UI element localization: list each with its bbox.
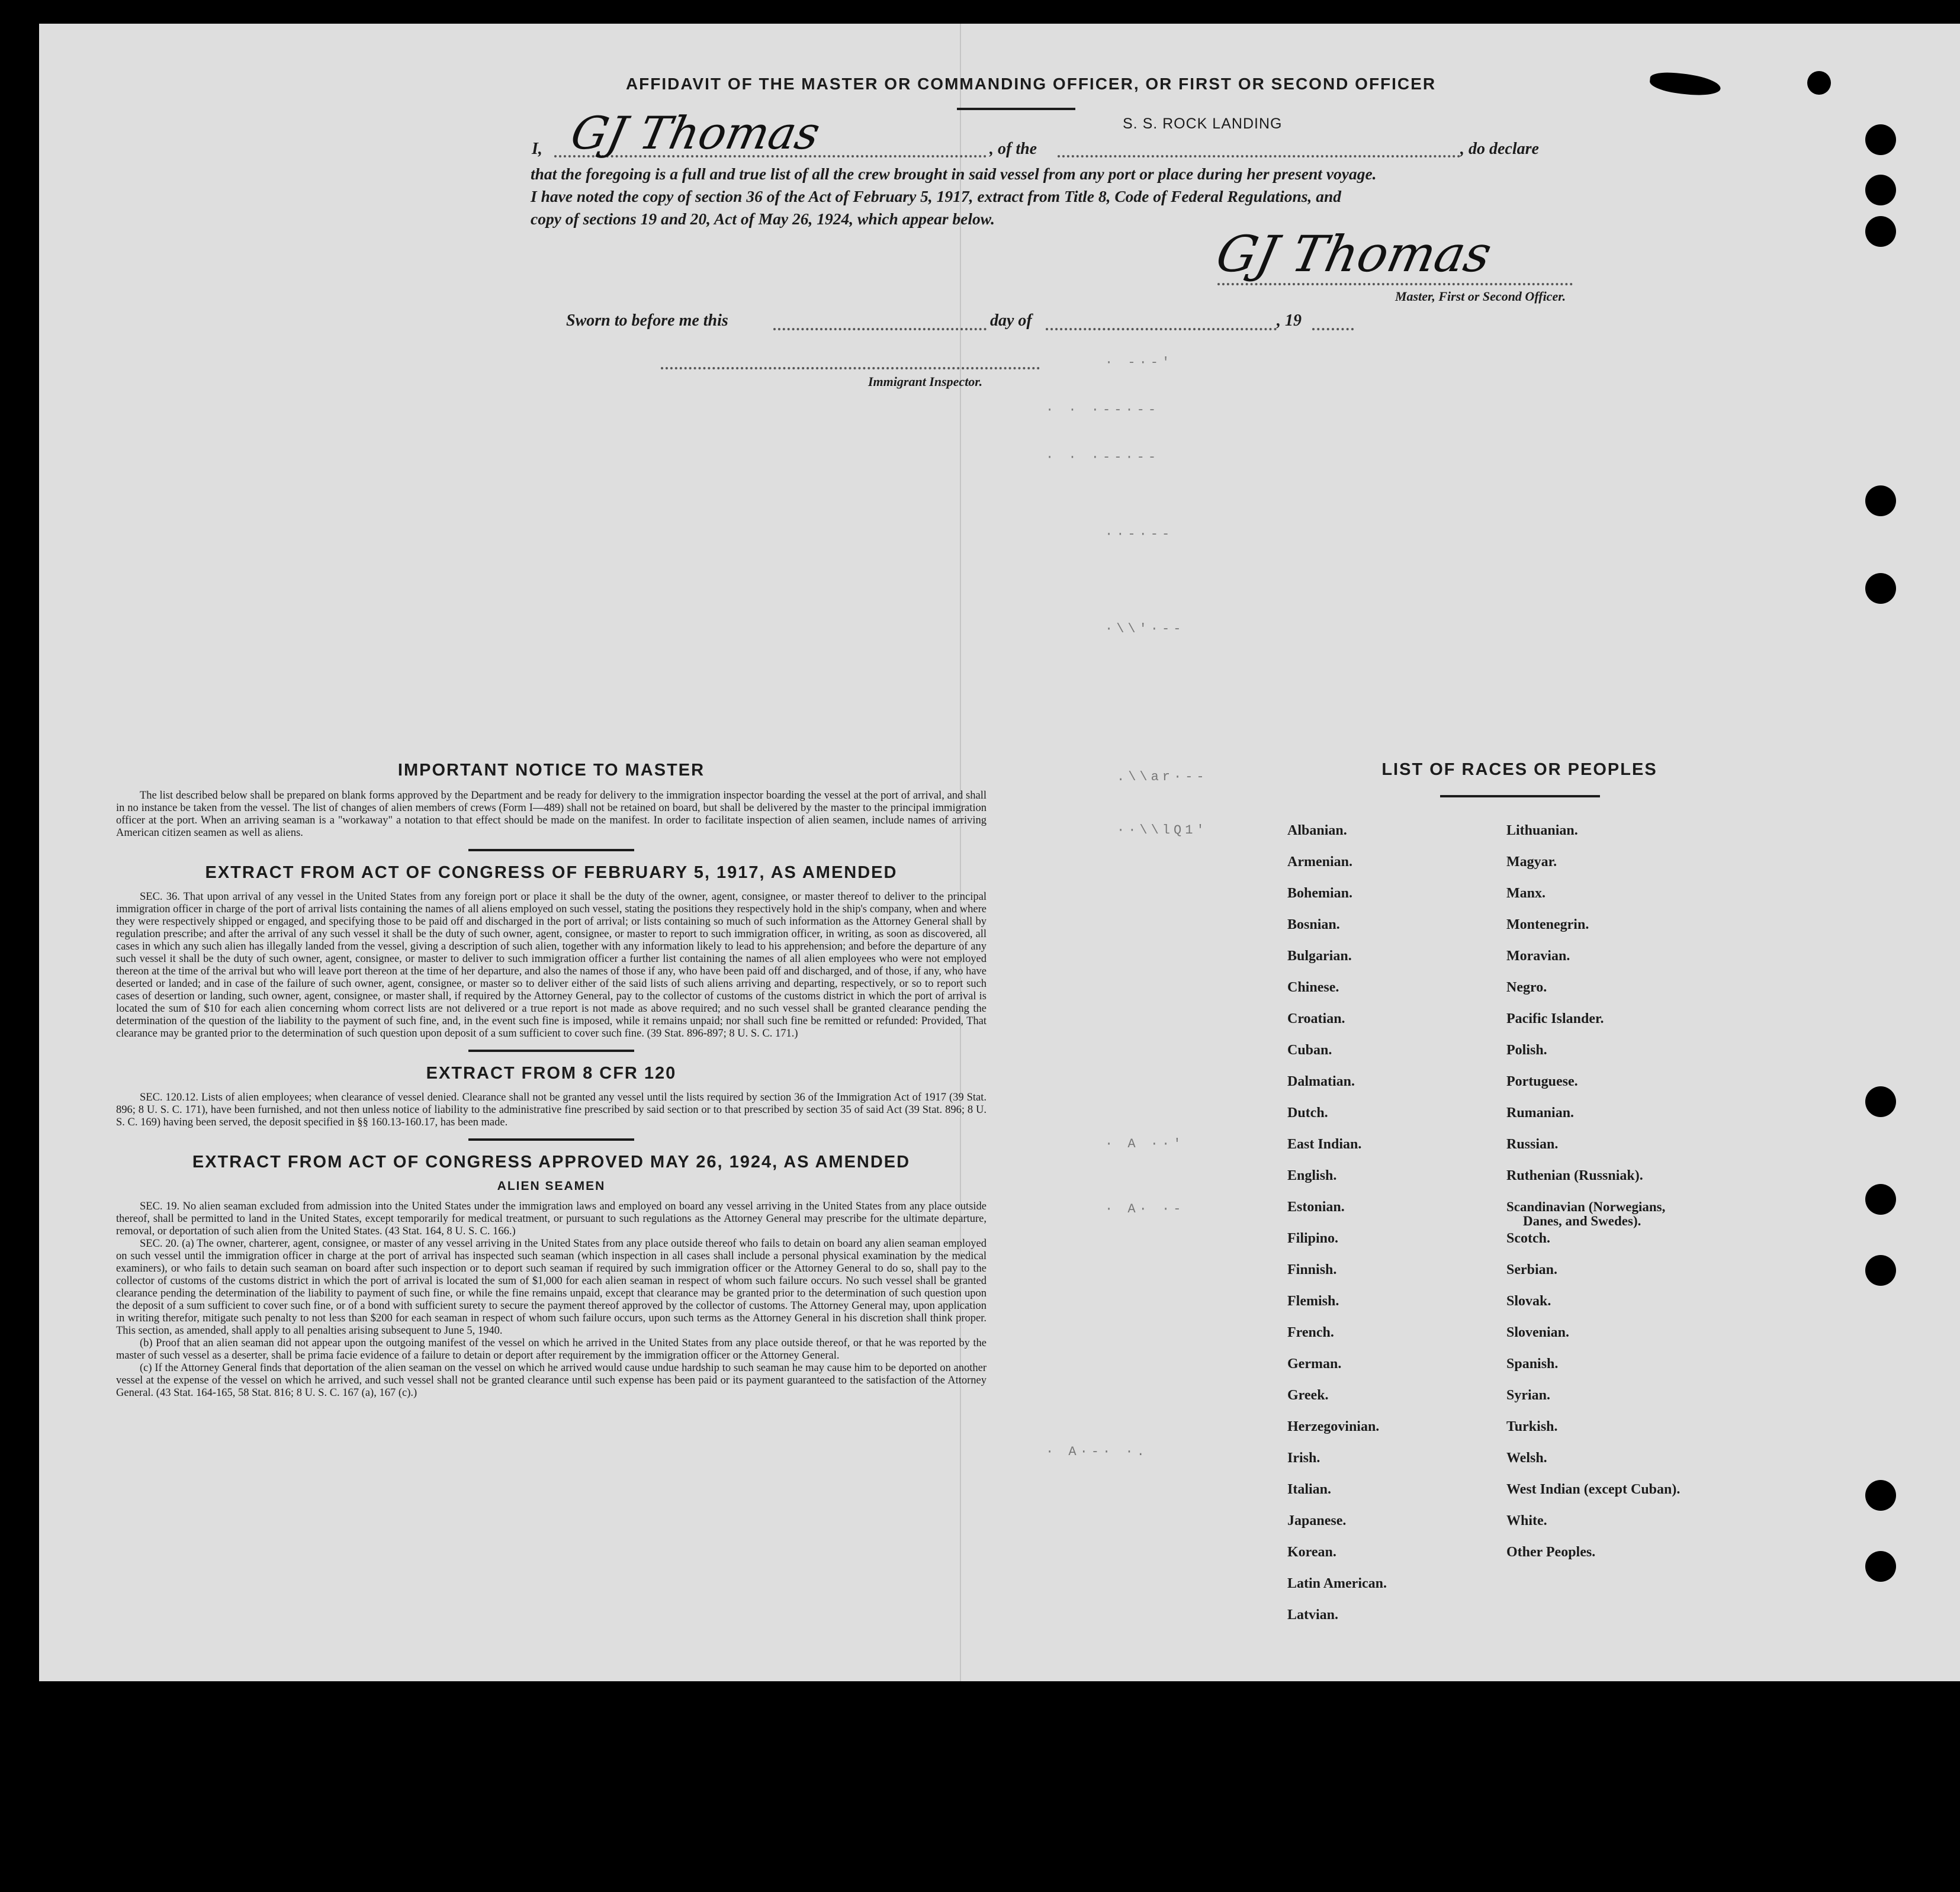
race-item: Turkish. <box>1506 1419 1558 1434</box>
affidavit-title: AFFIDAVIT OF THE MASTER OR COMMANDING OFFICER, OR FIRST OR SECOND OFFICER <box>625 75 1437 93</box>
race-item: Bosnian. <box>1287 917 1340 932</box>
affidavit-line-1: that the foregoing is a full and true list of all the crew brought in said vessel from any port or place during her present voyage. <box>531 165 1377 183</box>
binder-hole <box>1865 1551 1896 1582</box>
affidavit-line-3: copy of sections 19 and 20, Act of May 26, 1924, which appear below. <box>531 210 995 228</box>
race-item: Armenian. <box>1287 854 1352 870</box>
section-divider <box>468 849 634 851</box>
title-underline <box>957 108 1075 110</box>
race-item: Greek. <box>1287 1388 1329 1403</box>
race-item: Albanian. <box>1287 823 1347 838</box>
sec-20a-text: SEC. 20. (a) The owner, charterer, agent, consignee, or master of any vessel arriving in the United States from any place outside thereof who fails to detain on board any alien seaman employed on such vessel until the immigration officer in charge at the port of arrival has inspected such seaman (which inspection in all cases shall include a personal physical examination by the medical examiners), or who fails to detain such seaman on board after such inspection or to deport such seaman if required by such immigration officer or the Attorney General to do so, shall pay to the collector of customs of the customs district in which the port of arrival is located the sum of $1,000 for each alien seaman in respect of whom such failure occurs. No such vessel shall be granted clearance pending the determination of the liability to payment of such fine, or while the fine remains unpaid, except that clearance may be granted prior to the determination of such question upon the deposit of a sum sufficient to cover such fine, or of a bond with sufficient surety to secure the payment thereof approved by the collector of customs. The Attorney General may, upon application in writing therefor, mitigate such penalty to not less than $200 for each seaman in respect of whom such failure occurs, upon such terms as the Attorney General in his discretion shall think proper. This section, as amended, shall apply to all penalties arising subsequent to June 5, 1940. <box>116 1238 987 1337</box>
race-item: Moravian. <box>1506 948 1570 964</box>
race-item: Danes, and Swedes). <box>1523 1214 1641 1228</box>
extract-8cfr-text: SEC. 120.12. Lists of alien employees; when clearance of vessel denied. Clearance shall not be granted any vessel until the lists required by section 36 of the Immigration Act of 1917 (39 Stat. 896; 8 U. S. C. 171), have been furnished, and not then unless notice of liability to the administrative fine prescribed by said section or to that prescribed by section 35 of said Act (39 Stat. 896; 8 U. S. C. 169) having been served, the deposit specified in §§ 160.13-160.17, has been made. <box>116 1092 987 1128</box>
race-item: English. <box>1287 1168 1337 1183</box>
sworn-day-line <box>773 328 987 330</box>
race-item: Latin American. <box>1287 1576 1387 1591</box>
race-item: Dutch. <box>1287 1105 1328 1121</box>
race-item: Bohemian. <box>1287 886 1353 901</box>
bleed-through-text: ··-·-- <box>1105 527 1174 542</box>
extract-1924-subtitle: ALIEN SEAMEN <box>497 1179 606 1193</box>
race-item: Slovak. <box>1506 1293 1551 1309</box>
race-item: German. <box>1287 1356 1342 1372</box>
bleed-through-text: · · ·--·-- <box>1046 450 1160 465</box>
master-signature-line <box>1217 283 1573 285</box>
binder-hole <box>1865 124 1896 155</box>
binder-hole <box>1865 485 1896 516</box>
race-item: Finnish. <box>1287 1262 1337 1278</box>
declarant-signature: GJ Thomas <box>566 107 825 159</box>
race-item: Bulgarian. <box>1287 948 1352 964</box>
bleed-through-text: ·\\'·-- <box>1105 622 1185 636</box>
inspector-label: Immigrant Inspector. <box>868 374 983 389</box>
binder-hole <box>1865 1480 1896 1511</box>
race-item: Pacific Islander. <box>1506 1011 1604 1027</box>
section-divider <box>468 1050 634 1052</box>
binder-hole <box>1865 573 1896 604</box>
race-item: French. <box>1287 1325 1334 1340</box>
bleed-through-text: · · ·--·-- <box>1046 403 1160 417</box>
day-of-label: day of <box>990 311 1032 330</box>
bleed-through-text: .\\ar·-- <box>1117 770 1208 784</box>
race-item: Magyar. <box>1506 854 1557 870</box>
race-item: Filipino. <box>1287 1231 1339 1246</box>
race-item: Montenegrin. <box>1506 917 1589 932</box>
i-label: I, <box>532 140 542 158</box>
do-declare-label: , do declare <box>1460 140 1539 158</box>
extract-1924-title: EXTRACT FROM ACT OF CONGRESS APPROVED MAY 26, 1924, AS AMENDED <box>192 1153 911 1172</box>
race-item: Italian. <box>1287 1482 1332 1497</box>
race-item: Portuguese. <box>1506 1074 1578 1089</box>
master-label: Master, First or Second Officer. <box>1395 289 1566 304</box>
race-item: East Indian. <box>1287 1137 1362 1152</box>
binder-hole <box>1865 1255 1896 1286</box>
race-item: Latvian. <box>1287 1607 1339 1623</box>
notice-title: IMPORTANT NOTICE TO MASTER <box>397 761 705 780</box>
race-item: Ruthenian (Russniak). <box>1506 1168 1643 1183</box>
master-signature: GJ Thomas <box>1211 225 1497 283</box>
year-prefix: , 19 <box>1277 311 1302 330</box>
races-title-underline <box>1440 795 1600 797</box>
extract-8cfr-title: EXTRACT FROM 8 CFR 120 <box>426 1064 677 1083</box>
bleed-through-text: · A ··' <box>1105 1137 1185 1151</box>
race-item: Negro. <box>1506 980 1547 995</box>
notice-text: The list described below shall be prepared on blank forms approved by the Department and be ready for delivery to the immigration inspector boarding the vessel at the port of arrival, and shall in no instance be taken from the vessel. The list of changes of alien members of crews (Form I—489) shall not be retained on board, but shall be delivered by the master to the principal immigration officer at the port. When an arriving seaman is a "workaway" a notation to that effect should be made on the manifest. In order to facilitate inspection of alien seamen, include names of arriving American citizen seamen as well as aliens. <box>116 790 987 839</box>
binder-hole <box>1865 1184 1896 1215</box>
bleed-through-text: · -·-' <box>1105 355 1174 370</box>
race-item: White. <box>1506 1513 1547 1529</box>
sec-19-text: SEC. 19. No alien seaman excluded from admission into the United States under the immigration laws and employed on board any vessel arriving in the United States from any place outside thereof, shall be permitted to land in the United States, except temporarily for medical treatment, or pursuant to such regulations as the Attorney General may prescribe for the ultimate departure, removal, or deportation of such alien from the United States. (43 Stat. 164, 8 U. S. C. 166.) <box>116 1201 987 1237</box>
race-item: Slovenian. <box>1506 1325 1570 1340</box>
sworn-label: Sworn to before me this <box>566 311 728 330</box>
sec-20b-text: (b) Proof that an alien seaman did not appear upon the outgoing manifest of the vessel on which he arrived in the United States from any place outside thereof, or that he was reported by the master of such vessel as a deserter, shall be prima facie evidence of a failure to detain or deport after requirement by the immigration officer or the Attorney General. <box>116 1337 987 1362</box>
race-item: Spanish. <box>1506 1356 1559 1372</box>
race-item: Korean. <box>1287 1545 1336 1560</box>
race-item: Lithuanian. <box>1506 823 1578 838</box>
bleed-through-text: · A· ·- <box>1105 1202 1185 1217</box>
race-item: Russian. <box>1506 1137 1559 1152</box>
section-divider <box>468 1138 634 1141</box>
extract-1917-title: EXTRACT FROM ACT OF CONGRESS OF FEBRUARY 5, 1917, AS AMENDED <box>205 863 898 882</box>
sworn-month-line <box>1046 328 1277 330</box>
affidavit-line-2: I have noted the copy of section 36 of the Act of February 5, 1917, extract from Title 8, Code of Federal Regulations, and <box>531 187 1342 205</box>
binder-hole <box>1865 216 1896 247</box>
bleed-through-text: ··\\lQ1' <box>1117 823 1208 838</box>
sworn-year-line <box>1312 328 1354 330</box>
race-item: Welsh. <box>1506 1450 1547 1466</box>
race-item: Japanese. <box>1287 1513 1347 1529</box>
races-title: LIST OF RACES OR PEOPLES <box>1381 760 1657 779</box>
race-item: Scotch. <box>1506 1231 1550 1246</box>
vessel-name: S. S. ROCK LANDING <box>1123 115 1283 132</box>
sec-20c-text: (c) If the Attorney General finds that deportation of the alien seaman on the vessel on which he arrived would cause undue hardship to such seaman he may cause him to be deported on another vessel at the expense of the vessel on which he arrived, and such vessel shall not be granted clearance until such expense has been paid or its payment guaranteed to the satisfaction of the Attorney General. (43 Stat. 164-165, 58 Stat. 816; 8 U. S. C. 167 (a), 167 (c).) <box>116 1362 987 1399</box>
inspector-signature-line <box>661 367 1040 369</box>
staple-mark <box>1649 70 1722 98</box>
race-item: Other Peoples. <box>1506 1545 1596 1560</box>
binder-hole <box>1865 1086 1896 1117</box>
race-item: Syrian. <box>1506 1388 1551 1403</box>
race-item: Polish. <box>1506 1042 1547 1058</box>
notices-column <box>116 761 987 1399</box>
race-item: Rumanian. <box>1506 1105 1575 1121</box>
binder-hole <box>1865 175 1896 205</box>
race-item: Irish. <box>1287 1450 1320 1466</box>
document-page <box>39 24 1960 1681</box>
bleed-through-text: · A·-· ·. <box>1046 1444 1148 1459</box>
race-item: Chinese. <box>1287 980 1339 995</box>
race-item: Herzegovinian. <box>1287 1419 1380 1434</box>
race-item: West Indian (except Cuban). <box>1506 1482 1681 1497</box>
race-item: Scandinavian (Norwegians, <box>1506 1199 1666 1214</box>
of-the-label: , of the <box>989 140 1037 158</box>
extract-1917-text: SEC. 36. That upon arrival of any vessel in the United States from any foreign port or place it shall be the duty of the owner, agent, consignee, or master thereof to deliver to the principal immigration officer in charge of the port of arrival lists containing the names of all aliens employed on such vessel, stating the positions they respectively hold in the ship's company, when and where they were respectively shipped or engaged, and specifying those to be paid off and discharged in the port of arrival; or lists containing so much of such information as the Attorney General shall by regulation prescribe; and after the arrival of any such vessel it shall be the duty of such owner, agent, consignee, or master to report to such immigration officer, in writing, as soon as discovered, all cases in which any such alien has illegally landed from the vessel, giving a description of such alien, together with any information likely to lead to his apprehension; and before the departure of any such vessel it shall be the duty of such owner, agent, consignee, or master to deliver to such immigration officer a further list containing the names of all alien employees who were not employed thereon at the time of the arrival but who will leave port thereon at the time of her departure, and also the names of those if any, who have been paid off and discharged, and of those, if any, who have deserted or landed; and in case of the failure of such owner, agent, consignee, or master so to deliver either of the said lists of such aliens arriving and departing, respectively, or so to report such cases of desertion or landing, such owner, agent, consignee, or master shall, if required by the Attorney General, pay to the collector of customs of the customs district in which the port of arrival is located the sum of $10 for each alien concerning whom correct lists are not delivered or a true report is not made as above required; and no such vessel shall be granted clearance pending the determination of the question of the liability to the payment of such fine, and, in the event such fine is imposed, while it remains unpaid; nor shall such fine be remitted or refunded: Provided, That clearance may be granted prior to the determination of such question upon deposit of a sum sufficient to cover such fine. (39 Stat. 896-897; 8 U. S. C. 171.) <box>116 891 987 1040</box>
race-item: Estonian. <box>1287 1199 1345 1215</box>
race-item: Manx. <box>1506 886 1545 901</box>
race-item: Flemish. <box>1287 1293 1339 1309</box>
race-item: Dalmatian. <box>1287 1074 1355 1089</box>
race-item: Croatian. <box>1287 1011 1345 1027</box>
race-item: Cuban. <box>1287 1042 1332 1058</box>
binder-hole <box>1807 71 1831 95</box>
vessel-line <box>1058 155 1460 157</box>
race-item: Serbian. <box>1506 1262 1558 1278</box>
